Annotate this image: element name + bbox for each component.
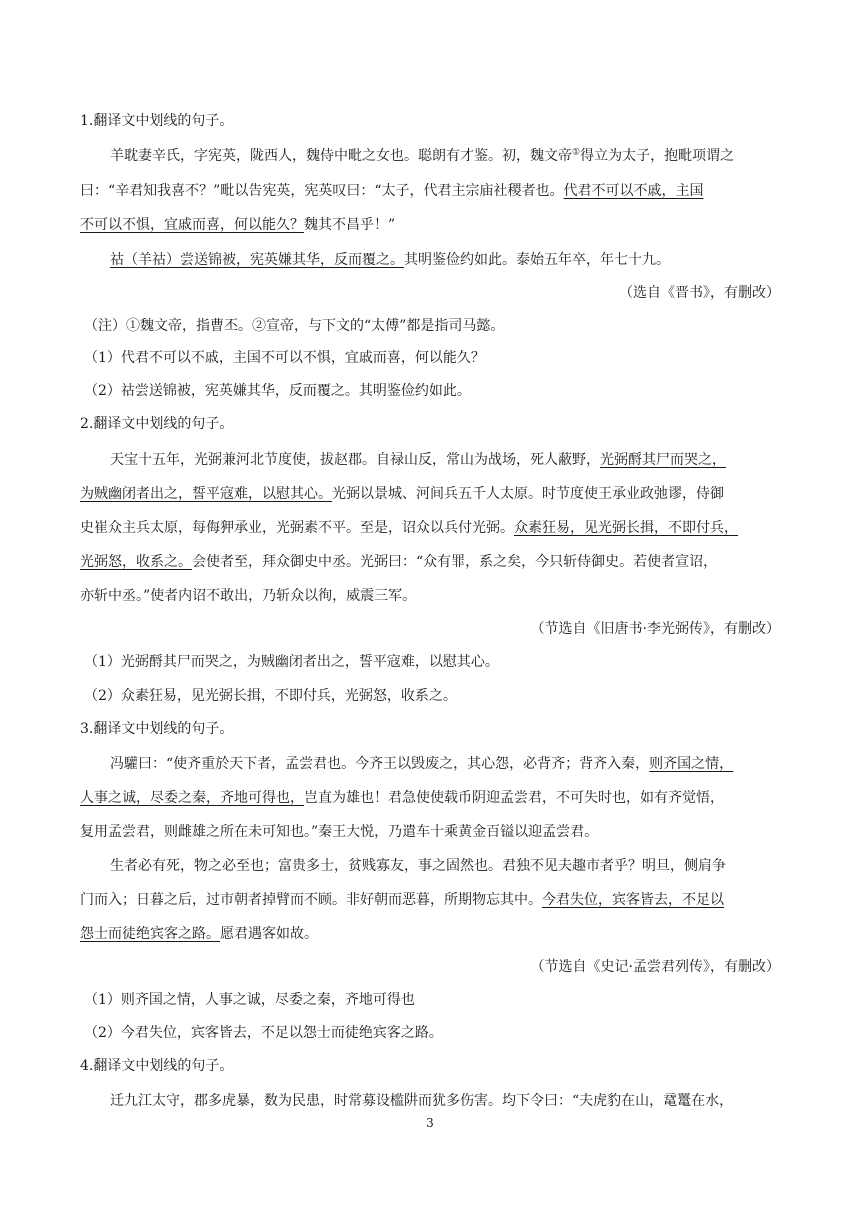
q2-source: （节选自《旧唐书·李光弼传》，有删改）	[530, 621, 780, 637]
q3-subquestion-2: （2）今君失位，宾客皆去，不足以怨士而徒绝宾客之路。	[84, 1025, 443, 1041]
q3-passage-line-3: 复用孟尝君，则雌雄之所在未可知也。”秦王大悦，乃遣车十乘黄金百镒以迎孟尝君。	[80, 824, 599, 840]
underlined-sentence: 祜（羊祜）尝送锦被，宪英嫌其华，反而覆之。	[110, 252, 404, 268]
question-1-heading: 1.翻译文中划线的句子。	[80, 113, 234, 129]
q2-text: 光弼以景城、河间兵五千人太原。时节度使王承业政弛谬，侍御	[332, 486, 724, 502]
q3-passage-line-4: 生者必有死，物之必至也；富贵多士，贫贱寡友，事之固然也。君独不见夫趣市者乎？明旦，侧肩争	[110, 858, 726, 874]
q4-passage-line-1: 迁九江太守，郡多虎暴，数为民患，时常募设槛阱而犹多伤害。均下令曰：“夫虎豹在山，鼋鼍在水，	[110, 1093, 734, 1109]
q2-text: 天宝十五年，光弼兼河北节度使，拔赵郡。自禄山反，常山为战场，死人蔽野，	[110, 452, 600, 468]
q1-text: 曰：“辛君知我喜不？”毗以告宪英，宪英叹曰：“太子，代君主宗庙社稷者也。	[80, 183, 564, 199]
q3-passage-line-2	[80, 788, 780, 808]
q3-text: 门而入；日暮之后，过市朝者掉臂而不顾。非好朝而恶暮，所期物忘其中。	[80, 892, 542, 908]
q3-source: （节选自《史记·孟尝君列传》，有删改）	[530, 959, 780, 975]
q1-passage-line-4	[110, 250, 780, 270]
underlined-sentence: 今君失位，宾客皆去，不足以	[542, 892, 724, 908]
q1-passage-line-2	[80, 181, 780, 201]
q1-text: 其明鉴俭约如此。泰始五年卒，年七十九。	[404, 252, 670, 268]
q1-text: 羊耽妻辛氏，字宪英，陇西人，魏侍中毗之女也。聪朗有才鉴。初，魏文帝	[110, 148, 572, 164]
q3-passage-line-6	[80, 924, 780, 944]
q2-subquestion-2: （2）众素狂易，见光弼长揖，不即付兵，光弼怒，收系之。	[84, 688, 457, 704]
q2-passage-line-5: 亦斩中丞。”使者内诏不敢出，乃斩众以徇，威震三军。	[80, 588, 417, 604]
underlined-sentence: 人事之诚，尽委之秦，齐地可得也，	[80, 790, 304, 806]
underlined-sentence: 众素狂易，见光弼长揖，不即付兵，	[514, 520, 738, 536]
question-4-heading: 4.翻译文中划线的句子。	[80, 1058, 234, 1074]
q1-passage-line-1	[110, 146, 780, 166]
underlined-sentence: 不可以不惧，宜戚而喜，何以能久？	[80, 217, 304, 233]
q1-subquestion-1: （1）代君不可以不戚，主国不可以不惧，宜戚而喜，何以能久？	[84, 350, 485, 366]
q2-text: 会使者至，拜众御史中丞。光弼曰：“众有罪，系之矣，今只斩侍御史。若使者宣诏，	[192, 554, 718, 570]
underlined-sentence: 则齐国之情，	[649, 756, 734, 772]
underlined-sentence: 光弼酹其尸而哭之，	[600, 452, 726, 468]
page-number: 3	[426, 1116, 434, 1130]
underlined-sentence: 为贼幽闭者出之，誓平寇难，以慰其心。	[80, 486, 332, 502]
q2-text: 史崔众主兵太原，每侮狎承业，光弼素不平。至是，诏众以兵付光弼。	[80, 520, 514, 536]
q1-source: （选自《晋书》，有删改）	[619, 285, 780, 301]
q1-text: 得立为太子，抱毗项谓之	[580, 148, 735, 164]
q1-passage-line-3	[80, 215, 780, 235]
q2-passage-line-3	[80, 518, 780, 538]
q3-text: 愿君遇客如故。	[220, 926, 318, 942]
q3-text: 岂直为雄也！君急使使载币阴迎孟尝君，不可失时也，如有齐觉悟，	[304, 790, 724, 806]
q3-text: 冯驩曰：“使齐重於天下者，孟尝君也。今齐王以毁废之，其心怨，必背齐；背齐入秦，	[110, 756, 650, 772]
q2-passage-line-2	[80, 484, 780, 504]
question-2-heading: 2.翻译文中划线的句子。	[80, 416, 234, 432]
q3-passage-line-1	[110, 754, 780, 774]
underlined-sentence: 代君不可以不戚，主国	[563, 183, 704, 199]
q1-subquestion-2: （2）祜尝送锦被，宪英嫌其华，反而覆之。其明鉴俭约如此。	[84, 383, 471, 399]
question-3-heading: 3.翻译文中划线的句子。	[80, 721, 234, 737]
q2-subquestion-1: （1）光弼酹其尸而哭之，为贼幽闭者出之，誓平寇难，以慰其心。	[84, 654, 499, 670]
footnote-marker: ①	[572, 147, 581, 158]
q2-passage-line-1	[110, 450, 780, 470]
underlined-sentence: 怨士而徒绝宾客之路。	[80, 926, 220, 942]
q3-subquestion-1: （1）则齐国之情，人事之诚，尽委之秦，齐地可得也	[84, 992, 415, 1008]
q1-text: 魏其不昌乎！”	[304, 217, 396, 233]
q1-annotation: （注）①魏文帝，指曹丕。②宣帝，与下文的“太傅”都是指司马懿。	[84, 318, 505, 334]
underlined-sentence: 光弼怒，收系之。	[80, 554, 192, 570]
q2-passage-line-4	[80, 552, 780, 572]
q3-passage-line-5	[80, 890, 780, 910]
